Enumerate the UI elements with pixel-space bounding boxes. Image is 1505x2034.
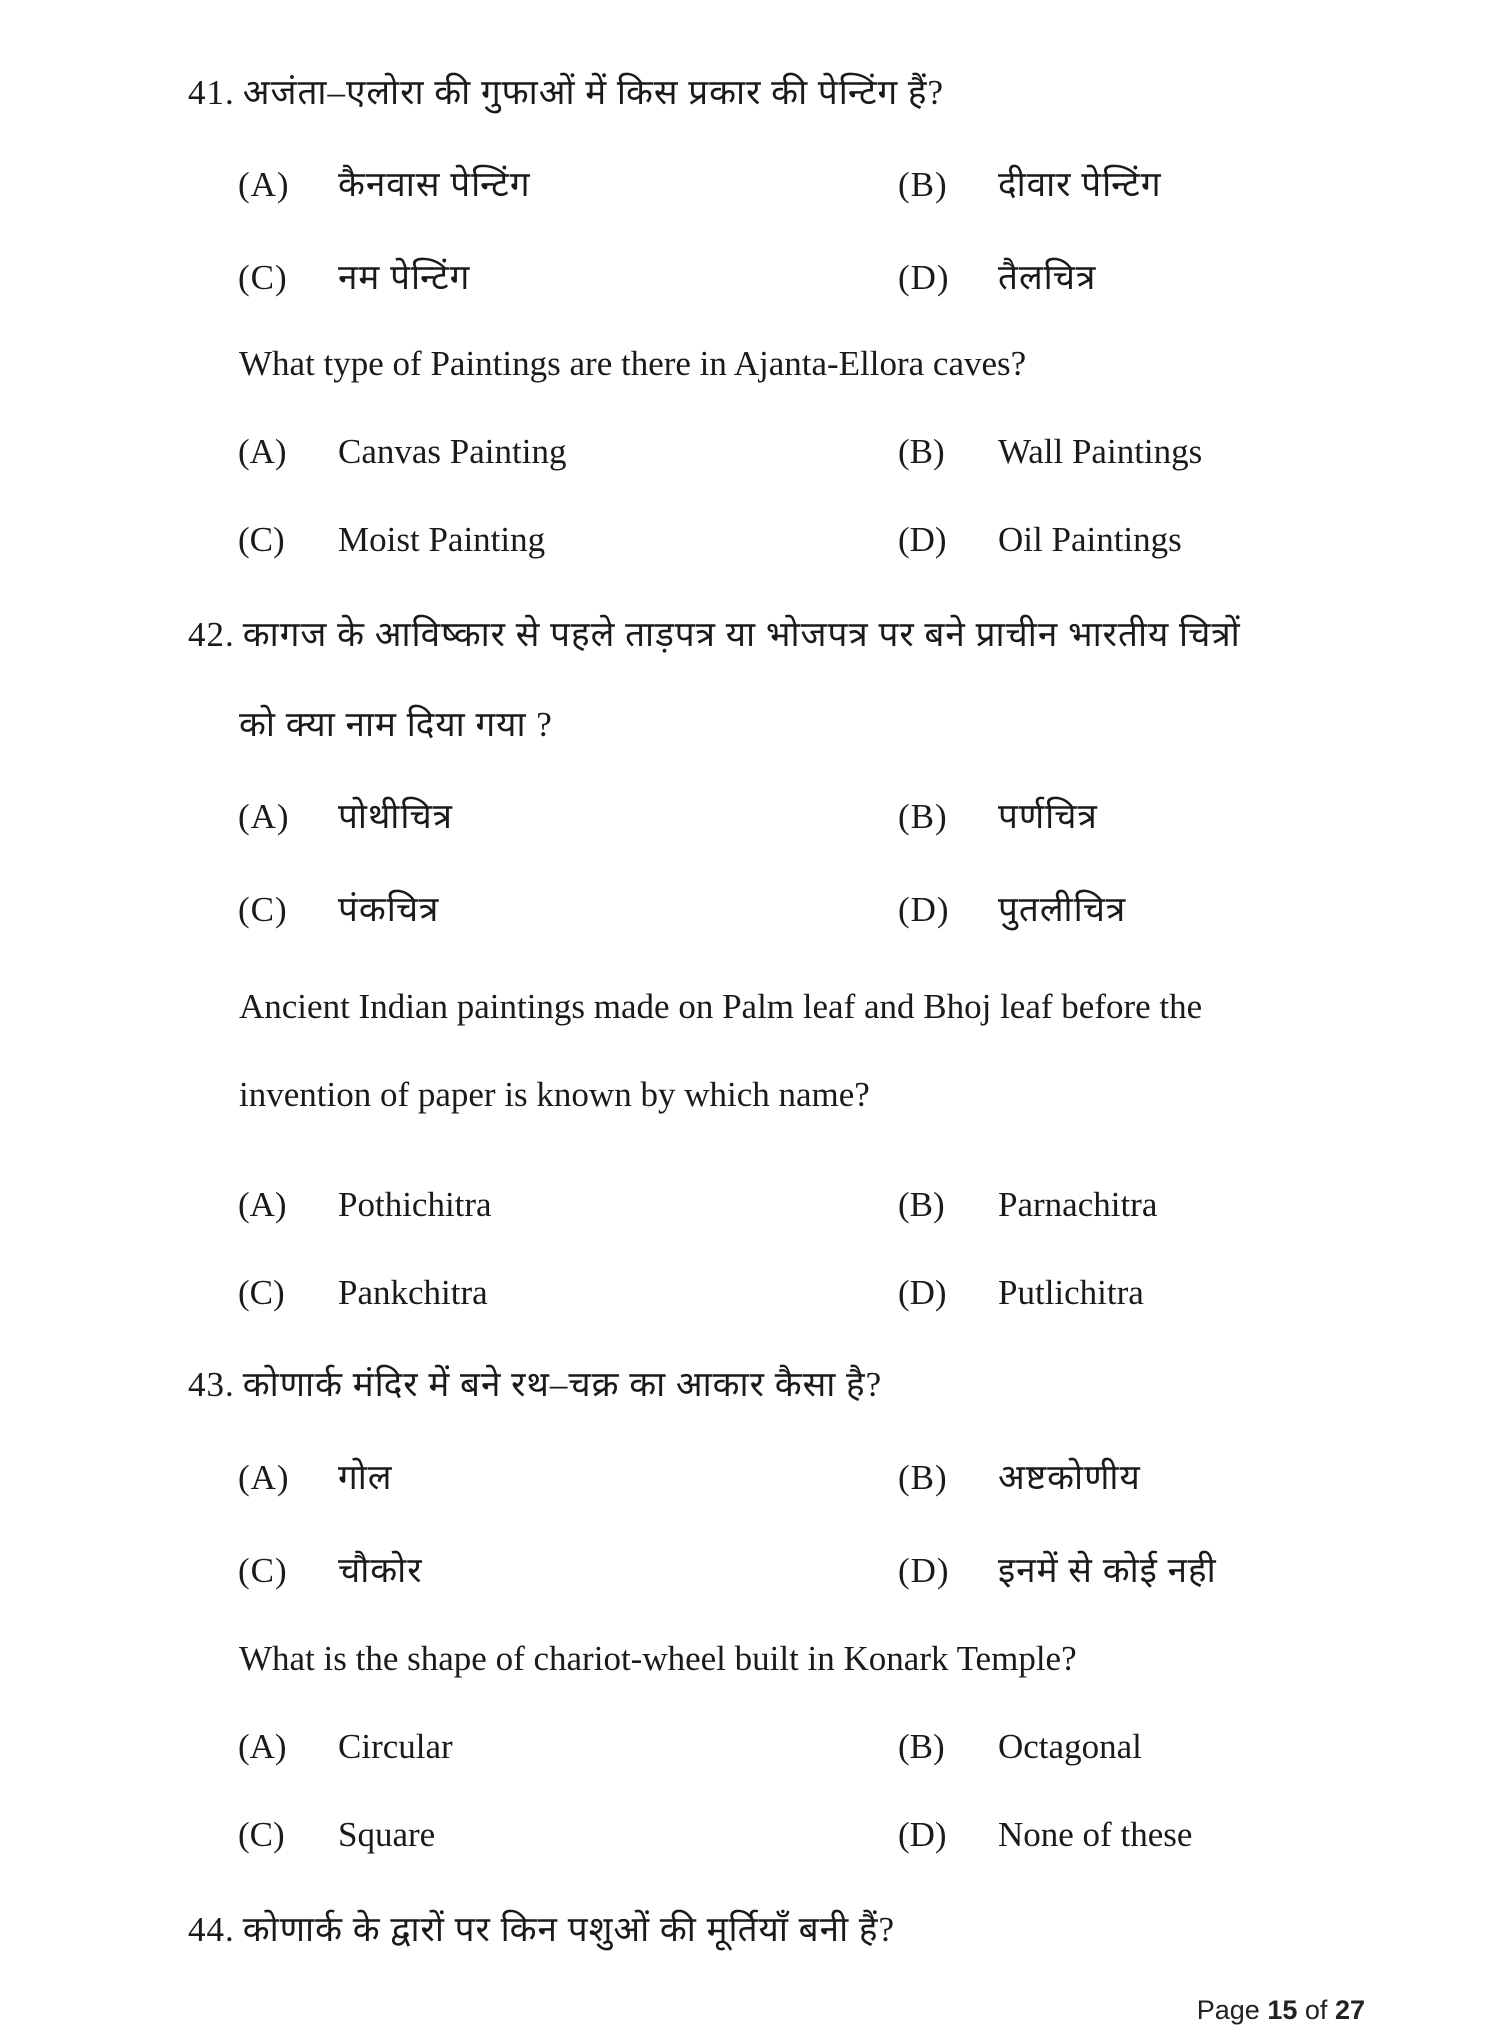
option-b xyxy=(898,432,1202,472)
option-text: Oil Paintings xyxy=(998,520,1182,559)
option-label: (B) xyxy=(898,1185,945,1224)
option-c xyxy=(238,520,545,560)
question-text: कोणार्क मंदिर में बने रथ–चक्र का आकार कैसा है? xyxy=(242,1365,883,1404)
option-d xyxy=(898,1546,1217,1593)
option-d xyxy=(898,885,1126,932)
current-page: 15 xyxy=(1267,1995,1298,2025)
option-a xyxy=(238,432,566,472)
question-43-english: What is the shape of chariot-wheel built in Konark Temple? xyxy=(239,1639,1077,1678)
question-text-continued: को क्या नाम दिया गया ? xyxy=(239,705,553,744)
total-pages: 27 xyxy=(1334,1995,1365,2025)
question-42-hindi xyxy=(188,610,1241,657)
option-label: (C) xyxy=(238,1551,288,1590)
option-label: (D) xyxy=(898,258,950,297)
option-label: (A) xyxy=(238,1458,290,1497)
option-text: Pothichitra xyxy=(338,1185,492,1224)
page-prefix: Page xyxy=(1196,1995,1260,2025)
question-text: कागज के आविष्कार से पहले ताड़पत्र या भोजपत्र पर बने प्राचीन भारतीय चित्रों xyxy=(242,615,1241,654)
option-text: Square xyxy=(338,1815,436,1854)
option-text: Pankchitra xyxy=(338,1273,488,1312)
question-number: 44. xyxy=(188,1910,235,1949)
option-label: (B) xyxy=(898,432,945,471)
option-label: (B) xyxy=(898,1727,945,1766)
option-text: इनमें से कोई नही xyxy=(998,1551,1217,1590)
option-label: (C) xyxy=(238,1273,285,1312)
question-number: 41. xyxy=(188,73,235,112)
page-separator: of xyxy=(1304,1995,1328,2025)
option-text: Circular xyxy=(338,1727,453,1766)
option-d xyxy=(898,520,1182,560)
option-c xyxy=(238,885,439,932)
option-b xyxy=(898,792,1098,839)
option-text: दीवार पेन्टिंग xyxy=(998,165,1162,204)
option-text: None of these xyxy=(998,1815,1193,1854)
question-text-continued: invention of paper is known by which name? xyxy=(239,1075,870,1114)
option-a xyxy=(238,1453,393,1500)
question-number: 42. xyxy=(188,615,235,654)
question-number: 43. xyxy=(188,1365,235,1404)
option-d xyxy=(898,253,1096,300)
option-c xyxy=(238,1815,435,1855)
option-a xyxy=(238,160,531,207)
option-text: पुतलीचित्र xyxy=(998,890,1127,929)
option-c xyxy=(238,1273,488,1313)
option-label: (D) xyxy=(898,1273,947,1312)
option-b xyxy=(898,1453,1141,1500)
option-b xyxy=(898,160,1162,207)
option-text: Moist Painting xyxy=(338,520,546,559)
option-text: Putlichitra xyxy=(998,1273,1144,1312)
option-label: (A) xyxy=(238,1727,287,1766)
question-41-english: What type of Paintings are there in Ajanta-Ellora caves? xyxy=(239,344,1027,383)
question-43-hindi xyxy=(188,1360,882,1407)
option-text: नम पेन्टिंग xyxy=(338,258,471,297)
option-text: अष्टकोणीय xyxy=(998,1458,1141,1497)
option-text: तैलचित्र xyxy=(998,258,1097,297)
option-text: Wall Paintings xyxy=(998,432,1203,471)
option-text: Parnachitra xyxy=(998,1185,1158,1224)
question-text: अजंता–एलोरा की गुफाओं में किस प्रकार की पेन्टिंग हैं? xyxy=(242,73,945,112)
option-text: पोथीचित्र xyxy=(338,797,453,836)
option-label: (A) xyxy=(238,1185,287,1224)
page-number xyxy=(1197,1995,1365,2026)
question-text: कोणार्क के द्वारों पर किन पशुओं की मूर्तियाँ बनी हैं? xyxy=(242,1910,896,1949)
option-text: कैनवास पेन्टिंग xyxy=(338,165,531,204)
option-a xyxy=(238,1727,453,1767)
option-label: (A) xyxy=(238,432,287,471)
option-label: (D) xyxy=(898,520,947,559)
question-41-hindi xyxy=(188,68,944,115)
option-label: (B) xyxy=(898,1458,948,1497)
question-44-hindi xyxy=(188,1905,895,1952)
option-text: गोल xyxy=(338,1458,393,1497)
option-text: Canvas Painting xyxy=(338,432,567,471)
option-label: (C) xyxy=(238,258,288,297)
option-a xyxy=(238,792,453,839)
option-label: (B) xyxy=(898,165,948,204)
option-a xyxy=(238,1185,492,1225)
option-text: पर्णचित्र xyxy=(998,797,1098,836)
option-d xyxy=(898,1815,1192,1855)
option-label: (D) xyxy=(898,1815,947,1854)
option-label: (C) xyxy=(238,1815,285,1854)
option-label: (D) xyxy=(898,1551,950,1590)
option-label: (C) xyxy=(238,890,288,929)
option-label: (C) xyxy=(238,520,285,559)
option-c xyxy=(238,1546,423,1593)
option-d xyxy=(898,1273,1144,1313)
option-text: पंकचित्र xyxy=(338,890,440,929)
option-text: Octagonal xyxy=(998,1727,1142,1766)
option-text: चौकोर xyxy=(338,1551,423,1590)
option-c xyxy=(238,253,470,300)
option-label: (A) xyxy=(238,165,290,204)
option-label: (D) xyxy=(898,890,950,929)
question-42-english: Ancient Indian paintings made on Palm leaf and Bhoj leaf before the xyxy=(239,987,1203,1026)
option-b xyxy=(898,1727,1142,1767)
option-label: (B) xyxy=(898,797,948,836)
option-b xyxy=(898,1185,1157,1225)
option-label: (A) xyxy=(238,797,290,836)
